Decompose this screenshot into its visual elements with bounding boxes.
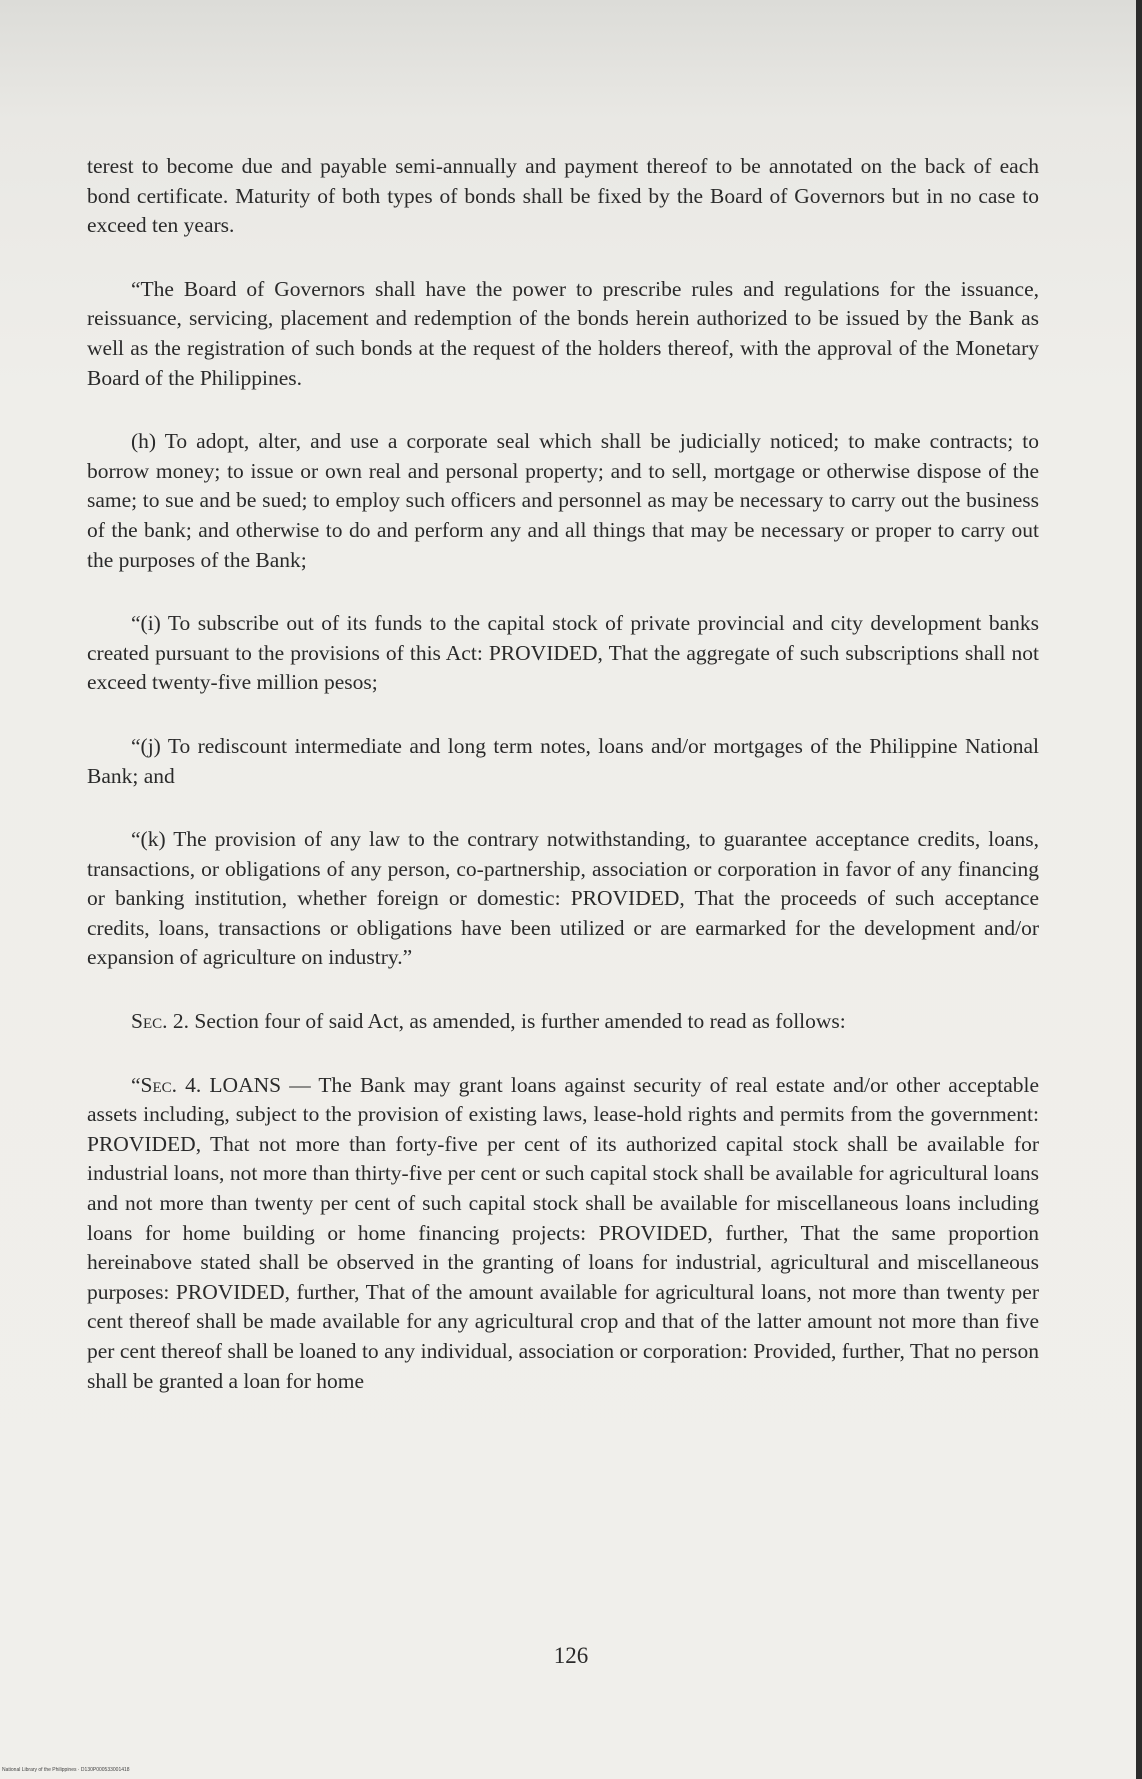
paragraph-item-i: “(i) To subscribe out of its funds to the capital stock of private provincial and city development banks created pursuant to the provisions of this Act: PROVIDED, That the aggregate of such subscriptions shall not exceed twenty-five million pesos; bbox=[87, 611, 1039, 695]
page-body bbox=[87, 152, 1039, 1430]
paragraph-section-4-loans bbox=[87, 1071, 1039, 1397]
paragraph-board-rules: “The Board of Governors shall have the power to prescribe rules and regulations for the issuance, reissuance, servicing, placement and redemption of the bonds herein authorized to be issued by the Bank as well as the registration of such bonds at the request of the holders thereof, with the approval of the Monetary Board of the Philippines. bbox=[87, 276, 1039, 390]
scan-edge bbox=[1136, 0, 1142, 1779]
section-4-lead: “Sec. 4. bbox=[131, 1072, 202, 1097]
paragraph-item-h: (h) To adopt, alter, and use a corporate seal which shall be judicially noticed; to make contracts; to borrow money; to issue or own real and personal property; and to sell, mortgage or otherwise dispose of the same; to sue and be sued; to employ such officers and personnel as may be necessary to carry out the business of the bank; and otherwise to do and perform any and all things that may be necessary or proper to carry out the purposes of the Bank; bbox=[87, 429, 1039, 572]
section-2-text: Section four of said Act, as amended, is further amended to read as follows: bbox=[189, 1009, 846, 1034]
paragraph-item-k: “(k) The provision of any law to the contrary notwithstanding, to guarantee acceptance credits, loans, transactions, or obligations of any person, co-partnership, association or corporation in favor of any financing or banking institution, whether foreign or domestic: PROVIDED, That the proceeds of such acceptance credits, loans, transactions or obligations have been utilized or are earmarked for the development and/or expansion of agriculture on industry.” bbox=[87, 827, 1039, 970]
footer-stamp: National Library of the Philippines · D130P000533001418 bbox=[2, 1767, 130, 1773]
section-4-text: LOANS — The Bank may grant loans against security of real estate and/or other acceptable assets including, subject to the provision of existing laws, lease-hold rights and permits from the government: PROVIDED, That not more than forty-five per cent of its authorized capital stock shall be available for industrial loans, not more than thirty-five per cent or such capital stock shall be available for agricultural loans and not more than twenty per cent of such capital stock shall be available for miscellaneous loans including loans for home building or home financing projects: PROVIDED, further, That the same proportion hereinabove stated shall be observed in the granting of loans for industrial, agricultural and miscellaneous purposes: PROVIDED, further, That of the amount available for agricultural loans, not more than twenty per cent thereof shall be made available for any agricultural crop and that of the latter amount not more than five per cent thereof shall be loaned to any individual, association or corporation: Provided, further, That no person shall be granted a loan for home bbox=[87, 1072, 1040, 1393]
paragraph-section-2 bbox=[87, 1007, 1039, 1037]
page-number: 126 bbox=[553, 1643, 589, 1668]
section-2-lead: Sec. 2. bbox=[131, 1009, 189, 1034]
paragraph-bond-maturity: terest to become due and payable semi-annually and payment thereof to be annotated on the back of each bond certificate. Maturity of both types of bonds shall be fixed by the Board of Governors but in no case to exceed ten years. bbox=[87, 154, 1039, 238]
paragraph-item-j: “(j) To rediscount intermediate and long term notes, loans and/or mortgages of the Philippine National Bank; and bbox=[87, 733, 1039, 788]
